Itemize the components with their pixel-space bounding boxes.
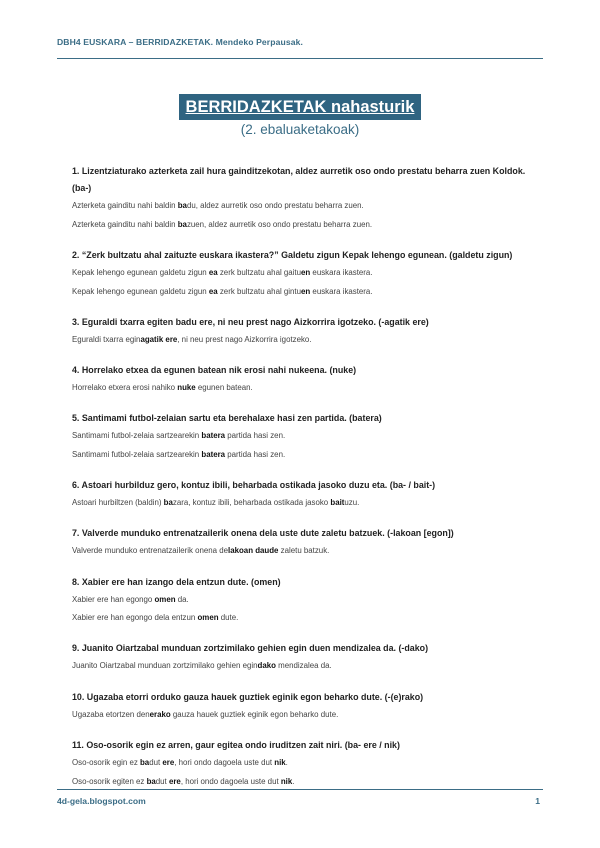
answer-text: Azterketa gainditu nahi baldin	[72, 219, 178, 229]
answer-text: Oso-osorik egiten ez	[72, 776, 147, 786]
answer-emphasis: ba	[177, 219, 187, 229]
exercise-answer	[72, 591, 540, 610]
answer-text: partida hasi zen.	[225, 431, 286, 441]
answer-text: Xabier ere han egongo	[72, 594, 155, 604]
exercise-item	[72, 525, 540, 561]
exercise-answer	[72, 657, 540, 676]
answer-emphasis: nik	[274, 757, 286, 767]
answer-emphasis: nik	[280, 776, 293, 786]
exercise-item	[72, 247, 540, 301]
answer-text: du, aldez aurretik oso ondo prestatu beharra zuen.	[186, 201, 364, 210]
answer-text: , hori ondo dagoela uste dut	[180, 776, 281, 786]
footer-divider	[57, 789, 543, 790]
exercise-item	[72, 737, 540, 791]
exercise-item	[72, 314, 540, 350]
document-title: BERRIDAZKETAK nahasturik	[179, 94, 422, 120]
answer-emphasis: nuke	[177, 383, 196, 393]
answer-text: da.	[175, 594, 189, 604]
answer-text: Eguraldi txarra egin	[72, 334, 141, 344]
answer-emphasis: lakoan daude	[228, 546, 279, 556]
answer-text: dute.	[218, 613, 239, 623]
exercise-item	[72, 410, 540, 464]
answer-emphasis: ba	[146, 776, 156, 786]
answer-text: egunen batean.	[195, 383, 253, 393]
answer-emphasis: ere	[168, 776, 181, 786]
answer-emphasis: ere	[162, 757, 175, 767]
exercise-answer	[72, 609, 540, 628]
answer-text: uzu.	[344, 498, 360, 508]
answer-emphasis: dako	[257, 661, 276, 671]
answer-text: Santimami futbol-zelaia sartzearekin	[72, 431, 202, 441]
answer-emphasis: omen	[154, 594, 176, 604]
answer-text: partida hasi zen.	[225, 449, 286, 459]
footer-site: 4d-gela.blogspot.com	[57, 796, 146, 806]
answer-text: Horrelako etxera erosi nahiko	[72, 383, 178, 393]
exercise-question: 11. Oso-osorik egin ez arren, gaur egitea ondo iruditzen zait niri. (ba- ere / nik)	[72, 739, 400, 750]
exercise-answer	[72, 446, 540, 465]
answer-text: euskara ikastera.	[310, 286, 373, 296]
answer-text: Xabier ere han egongo dela entzun	[72, 613, 198, 623]
answer-text: zara, kontuz ibili, beharbada ostikada jasoko	[172, 498, 331, 508]
exercise-item	[72, 477, 540, 513]
exercise-question: 10. Ugazaba etorri orduko gauza hauek guztiek eginik egon beharko dute. (-(e)rako)	[72, 691, 424, 702]
exercise-question: 9. Juanito Oiartzabal munduan zortzimilako gehien egin duen mendizalea da. (-dako)	[72, 643, 429, 654]
answer-emphasis: batera	[201, 431, 226, 441]
answer-text: zerk bultzatu ahal gintu	[217, 286, 302, 296]
exercise-answer	[72, 283, 540, 302]
page-number: 1	[535, 796, 540, 806]
answer-emphasis: en	[301, 286, 311, 296]
exercise-item	[72, 689, 540, 725]
exercise-answer	[72, 331, 540, 350]
answer-emphasis: en	[301, 267, 311, 277]
exercise-answer	[72, 216, 540, 235]
exercise-question: 6. Astoari hurbilduz gero, kontuz ibili, beharbada ostikada jasoko duzu eta. (ba- / bait-)	[72, 480, 436, 491]
answer-text: Juanito Oiartzabal munduan zortzimilako gehien egin	[72, 661, 258, 671]
answer-text: dut	[155, 776, 169, 786]
title-wrap	[0, 94, 600, 120]
answer-text: Valverde munduko entrenatzailerik onena de	[72, 546, 229, 556]
exercise-item	[72, 574, 540, 628]
exercise-answer	[72, 197, 540, 216]
answer-text: zuen, aldez aurretik oso ondo prestatu beharra zuen.	[186, 219, 373, 229]
header-divider	[57, 58, 543, 59]
answer-text: .	[285, 757, 288, 767]
answer-text: , hori ondo dagoela uste dut	[174, 757, 275, 767]
answer-text: Kepak lehengo egunean galdetu zigun	[72, 267, 209, 277]
exercise-answer	[72, 754, 540, 773]
answer-text: Ugazaba etortzen den	[72, 709, 150, 719]
exercise-answer	[72, 494, 540, 513]
answer-emphasis: bait	[330, 498, 345, 508]
exercise-list	[72, 163, 540, 804]
exercise-answer	[72, 706, 540, 725]
answer-emphasis: ba	[177, 201, 187, 210]
exercise-question: 3. Eguraldi txarra egiten badu ere, ni neu prest nago Aizkorrira igotzeko. (-agatik ere)	[72, 316, 429, 327]
answer-text: Azterketa gainditu nahi baldin	[72, 201, 178, 210]
page-header: DBH4 EUSKARA – BERRIDAZKETAK. Mendeko Perpausak.	[57, 37, 303, 47]
answer-emphasis: ea	[208, 267, 218, 277]
answer-emphasis: ba	[139, 757, 150, 767]
exercise-answer	[72, 379, 540, 398]
exercise-item	[72, 163, 540, 234]
answer-text: Astoari hurbiltzen (baldin)	[72, 498, 164, 508]
answer-text: euskara ikastera.	[310, 267, 373, 277]
answer-text: .	[292, 776, 295, 786]
answer-text: , ni neu prest nago Aizkorrira igotzeko.	[177, 334, 312, 344]
exercise-answer	[72, 264, 540, 283]
exercise-question: 7. Valverde munduko entrenatzailerik onena dela uste dute zaletu batzuek. (-lakoan [egon])	[72, 528, 454, 539]
answer-emphasis: agatik ere	[140, 334, 178, 344]
answer-emphasis: ba	[163, 498, 173, 508]
answer-text: zaletu batzuk.	[278, 546, 330, 556]
exercise-question: 4. Horrelako etxea da egunen batean nik erosi nahi nukeena. (nuke)	[72, 365, 357, 376]
answer-emphasis: omen	[197, 613, 219, 623]
answer-text: gauza hauek guztiek eginik egon beharko dute.	[170, 709, 339, 719]
answer-text: zerk bultzatu ahal gaitu	[217, 267, 302, 277]
exercise-answer	[72, 427, 540, 446]
exercise-question: 8. Xabier ere han izango dela entzun dute. (omen)	[72, 576, 281, 587]
exercise-answer	[72, 542, 540, 561]
answer-emphasis: batera	[201, 449, 226, 459]
exercise-question: 2. “Zerk bultzatu ahal zaituzte euskara ikastera?” Galdetu zigun Kepak lehengo egunean. (galdetu zigun)	[72, 249, 513, 260]
exercise-item	[72, 362, 540, 398]
answer-emphasis: erako	[149, 709, 171, 719]
exercise-question: 5. Santimami futbol-zelaian sartu eta berehalaxe hasi zen partida. (batera)	[72, 413, 382, 424]
document-subtitle: (2. ebaluaketakoak)	[240, 122, 360, 137]
exercise-question: 1. Lizentziaturako azterketa zail hura gainditzekotan, aldez aurretik oso ondo prestatu beharra zuen Koldok. (ba-)	[72, 166, 526, 193]
answer-text: Kepak lehengo egunean galdetu zigun	[72, 286, 209, 296]
exercise-item	[72, 640, 540, 676]
answer-emphasis: ea	[208, 286, 218, 296]
answer-text: Oso-osorik egin ez	[72, 757, 140, 767]
answer-text: Santimami futbol-zelaia sartzearekin	[72, 449, 202, 459]
answer-text: mendizalea da.	[275, 661, 332, 671]
answer-text: dut	[149, 757, 163, 767]
